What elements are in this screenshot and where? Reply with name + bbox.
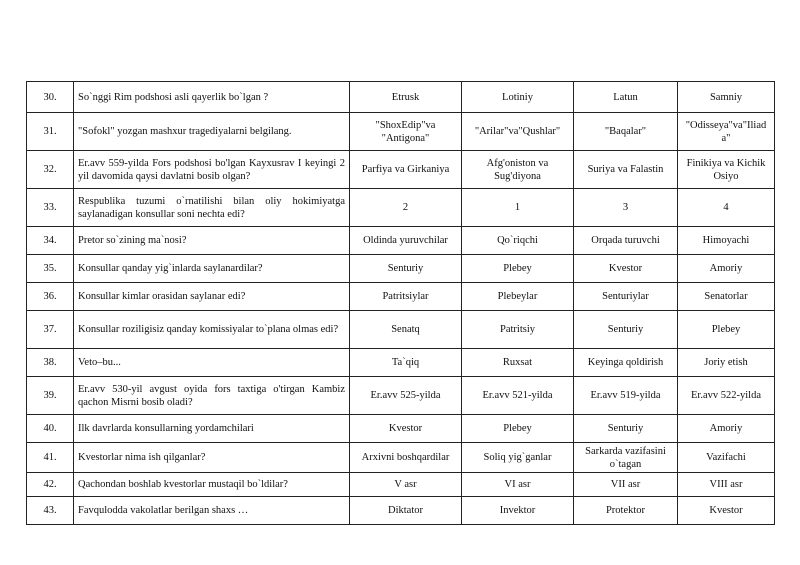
table-row bbox=[27, 473, 775, 497]
question-number: 40. bbox=[27, 415, 74, 443]
table-row bbox=[27, 415, 775, 443]
option-a: Arxivni boshqardilar bbox=[350, 443, 462, 473]
option-d: Amoriy bbox=[678, 255, 775, 283]
question-text: Er.avv 530-yil avgust oyida fors taxtiga o'tirgan Kambiz qachon Misrni bosib oladi? bbox=[74, 377, 350, 415]
question-text: Konsullar qanday yig`inlarda saylanardilar? bbox=[74, 255, 350, 283]
question-text: Konsullar kimlar orasidan saylanar edi? bbox=[74, 283, 350, 311]
question-number: 31. bbox=[27, 113, 74, 151]
table-row bbox=[27, 283, 775, 311]
question-number: 38. bbox=[27, 349, 74, 377]
question-number: 37. bbox=[27, 311, 74, 349]
question-number: 43. bbox=[27, 497, 74, 525]
option-c: Senturiylar bbox=[574, 283, 678, 311]
option-d: "Odisseya"va"Iliad a" bbox=[678, 113, 775, 151]
option-a: Er.avv 525-yilda bbox=[350, 377, 462, 415]
option-c: Orqada turuvchi bbox=[574, 227, 678, 255]
question-number: 32. bbox=[27, 151, 74, 189]
table-row bbox=[27, 497, 775, 525]
quiz-table-body bbox=[27, 82, 775, 525]
option-a: Oldinda yuruvchilar bbox=[350, 227, 462, 255]
option-a: Diktator bbox=[350, 497, 462, 525]
option-a: Senturiy bbox=[350, 255, 462, 283]
option-a: Etrusk bbox=[350, 82, 462, 113]
option-a: V asr bbox=[350, 473, 462, 497]
option-c: Keyinga qoldirish bbox=[574, 349, 678, 377]
option-d: Joriy etish bbox=[678, 349, 775, 377]
option-d: Senatorlar bbox=[678, 283, 775, 311]
question-text: So`nggi Rim podshosi asli qayerlik bo`lgan ? bbox=[74, 82, 350, 113]
question-text: Pretor so`zining ma`nosi? bbox=[74, 227, 350, 255]
option-c: Sarkarda vazifasini o`tagan bbox=[574, 443, 678, 473]
question-text: Kvestorlar nima ish qilganlar? bbox=[74, 443, 350, 473]
option-a: Ta`qiq bbox=[350, 349, 462, 377]
option-d: Amoriy bbox=[678, 415, 775, 443]
table-row bbox=[27, 311, 775, 349]
option-d: Vazifachi bbox=[678, 443, 775, 473]
option-b: Lotiniy bbox=[462, 82, 574, 113]
table-row bbox=[27, 82, 775, 113]
option-d: Kvestor bbox=[678, 497, 775, 525]
table-row bbox=[27, 113, 775, 151]
question-number: 41. bbox=[27, 443, 74, 473]
question-text: Konsullar roziligisiz qanday komissiyalar to`plana olmas edi? bbox=[74, 311, 350, 349]
option-c: Protektor bbox=[574, 497, 678, 525]
table-row bbox=[27, 151, 775, 189]
question-text: Favqulodda vakolatlar berilgan shaxs … bbox=[74, 497, 350, 525]
question-number: 35. bbox=[27, 255, 74, 283]
question-text: Respublika tuzumi o`rnatilishi bilan oliy hokimiyatga saylanadigan konsullar soni nechta edi? bbox=[74, 189, 350, 227]
option-b: Plebeylar bbox=[462, 283, 574, 311]
option-b: Ruxsat bbox=[462, 349, 574, 377]
option-d: Plebey bbox=[678, 311, 775, 349]
question-text: Veto–bu... bbox=[74, 349, 350, 377]
option-b: Er.avv 521-yilda bbox=[462, 377, 574, 415]
table-row bbox=[27, 349, 775, 377]
option-a: Patritsiylar bbox=[350, 283, 462, 311]
question-number: 42. bbox=[27, 473, 74, 497]
option-b: Plebey bbox=[462, 255, 574, 283]
table-row bbox=[27, 255, 775, 283]
option-a: 2 bbox=[350, 189, 462, 227]
option-c: VII asr bbox=[574, 473, 678, 497]
question-text: Ilk davrlarda konsullarning yordamchilari bbox=[74, 415, 350, 443]
option-c: Latun bbox=[574, 82, 678, 113]
option-c: Kvestor bbox=[574, 255, 678, 283]
option-c: Senturiy bbox=[574, 415, 678, 443]
table-row bbox=[27, 227, 775, 255]
option-d: Samniy bbox=[678, 82, 775, 113]
question-text: Qachondan boshlab kvestorlar mustaqil bo`ldilar? bbox=[74, 473, 350, 497]
table-row bbox=[27, 189, 775, 227]
option-c: Suriya va Falastin bbox=[574, 151, 678, 189]
option-b: Qo`riqchi bbox=[462, 227, 574, 255]
option-b: Soliq yig`ganlar bbox=[462, 443, 574, 473]
option-b: Invektor bbox=[462, 497, 574, 525]
option-b: Plebey bbox=[462, 415, 574, 443]
option-b: Patritsiy bbox=[462, 311, 574, 349]
option-d: Er.avv 522-yilda bbox=[678, 377, 775, 415]
option-d: VIII asr bbox=[678, 473, 775, 497]
option-c: Er.avv 519-yilda bbox=[574, 377, 678, 415]
question-number: 33. bbox=[27, 189, 74, 227]
option-c: Senturiy bbox=[574, 311, 678, 349]
option-a: Senatq bbox=[350, 311, 462, 349]
question-number: 36. bbox=[27, 283, 74, 311]
option-b: Afg'oniston va Sug'diyona bbox=[462, 151, 574, 189]
option-b: 1 bbox=[462, 189, 574, 227]
quiz-table bbox=[26, 81, 775, 525]
question-number: 34. bbox=[27, 227, 74, 255]
option-c: "Baqalar" bbox=[574, 113, 678, 151]
option-a: Kvestor bbox=[350, 415, 462, 443]
question-number: 30. bbox=[27, 82, 74, 113]
option-b: VI asr bbox=[462, 473, 574, 497]
option-d: Finikiya va Kichik Osiyo bbox=[678, 151, 775, 189]
option-c: 3 bbox=[574, 189, 678, 227]
question-text: Er.avv 559-yilda Fors podshosi bo'lgan Kayxusrav I keyingi 2 yil davomida qaysi davlatni bosib olgan? bbox=[74, 151, 350, 189]
table-row bbox=[27, 443, 775, 473]
question-number: 39. bbox=[27, 377, 74, 415]
question-text: "Sofokl" yozgan mashxur tragediyalarni belgilang. bbox=[74, 113, 350, 151]
option-d: Himoyachi bbox=[678, 227, 775, 255]
option-a: Parfiya va Girkaniya bbox=[350, 151, 462, 189]
table-row bbox=[27, 377, 775, 415]
option-b: "Arilar"va"Qushlar" bbox=[462, 113, 574, 151]
option-d: 4 bbox=[678, 189, 775, 227]
option-a: "ShoxEdip"va "Antigona" bbox=[350, 113, 462, 151]
